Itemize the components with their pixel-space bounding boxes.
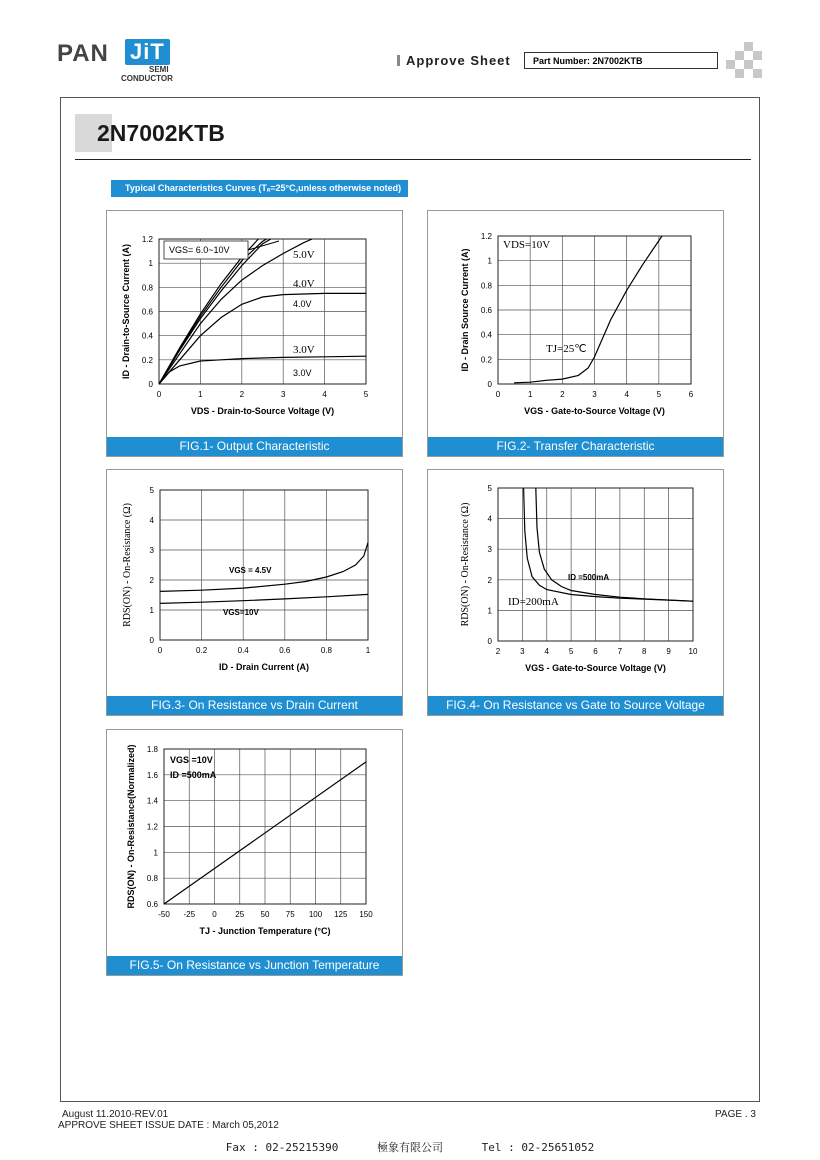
fig2-chart [428,211,725,439]
y-tick-label: 1.4 [146,796,158,806]
y-tick-label: 0.4 [480,330,492,340]
x-axis-label: VGS - Gate-to-Source Voltage (V) [524,406,665,416]
y-tick-label: 0.6 [480,306,492,315]
y-tick-label: 2 [487,575,492,585]
fig4-caption: FIG.4- On Resistance vs Gate to Source Voltage [428,696,723,715]
part-number-box: Part Number: 2N7002KTB [524,52,718,69]
x-tick-label: 4 [322,390,327,399]
y-tick-label: 0.2 [480,355,492,365]
x-tick-label: 5 [568,647,574,656]
y-tick-label: 0.8 [141,283,153,293]
x-axis-label: VDS - Drain-to-Source Voltage (V) [190,406,335,416]
x-axis-label: VGS - Gate-to-Source Voltage (V) [525,663,666,673]
annotation-label: ID =500mA [170,770,217,780]
x-tick-label: 0 [156,390,162,399]
y-tick-label: 3 [149,546,154,555]
annotation-label: 3.0V [293,368,312,378]
logo-jit: JiT [125,39,170,65]
annotation-label: 5.0V [293,249,315,261]
x-tick-label: 0 [157,646,163,655]
y-tick-label: 5 [149,486,154,495]
typical-curves-caption: Typical Characteristics Curves (Tₐ=25°C,unless otherwise noted) [111,180,408,197]
checker-decoration [726,42,762,78]
x-tick-label: 75 [285,910,295,919]
x-tick-label: 0.8 [320,646,332,655]
fig1-chart [107,211,404,439]
approve-sheet-text: Approve Sheet [406,53,511,68]
y-axis-label: RDS(ON) - On-Resistance(Normalized) [126,744,136,909]
annotation-label: 4.0V [293,278,315,290]
footer-company: 極象有限公司 [377,1141,443,1154]
y-tick-label: 0.2 [141,355,153,365]
x-tick-label: 2 [495,647,501,656]
x-tick-label: 1 [527,390,533,399]
y-tick-label: 1.2 [141,235,153,244]
plot-frame [160,490,368,640]
logo-conductor: CONDUCTOR [121,74,173,83]
y-axis-label: ID - Drain Source Current (A) [460,248,470,372]
fig5-on-resistance-vs-temperature [106,729,403,976]
annotation-label: VGS =10V [170,755,213,765]
fig5-caption: FIG.5- On Resistance vs Junction Temperature [107,956,402,975]
x-tick-label: 2 [560,390,565,399]
x-tick-label: -25 [183,910,196,919]
x-tick-label: 6 [593,647,598,656]
x-tick-label: 150 [359,910,373,919]
page-title: 2N7002KTB [97,120,225,146]
y-tick-label: 0.4 [141,331,153,341]
y-tick-label: 0 [148,380,153,389]
fig1-caption: FIG.1- Output Characteristic [107,437,402,456]
annotation-label: 3.0V [293,344,315,356]
x-tick-label: 125 [334,910,348,919]
footer-revision: August 11.2010-REV.01 [62,1109,169,1120]
annotation-label: VDS=10V [503,239,551,251]
fig1-output-characteristic [106,210,403,457]
y-axis-label: ID - Drain-to-Source Current (A) [121,244,131,379]
y-tick-label: 0.6 [146,900,158,909]
footer-issue-date: APPROVE SHEET ISSUE DATE : March 05,2012 [58,1120,279,1131]
approve-bar [397,55,400,66]
annotation-label: ID =500mA [568,573,610,582]
y-tick-label: 1 [487,256,492,266]
x-tick-label: 4 [624,390,629,399]
x-tick-label: 10 [688,647,698,656]
y-tick-label: 0 [487,380,492,389]
x-tick-label: 100 [308,910,323,919]
series-line-0 [524,488,693,601]
y-tick-label: 2 [149,576,154,585]
y-tick-label: 1.2 [146,822,158,832]
x-tick-label: 1 [198,390,203,399]
fig3-caption: FIG.3- On Resistance vs Drain Current [107,696,402,715]
annotation-label: 4.0V [293,299,312,309]
series-line-1 [160,594,368,603]
title-divider [75,159,751,160]
annotation-label: TJ=25℃ [546,343,587,355]
fig2-caption: FIG.2- Transfer Characteristic [428,437,723,456]
fig2-transfer-characteristic [427,210,724,457]
footer-tel: Tel : 02-25651052 [481,1141,595,1154]
x-tick-label: 4 [544,647,549,656]
y-tick-label: 1 [148,259,153,269]
y-axis-label: RDS(ON) - On-Resistance (Ω) [122,503,133,627]
x-tick-label: 3 [592,390,597,399]
y-tick-label: 4 [149,516,154,525]
logo-semi: SEMI [149,65,169,74]
fig5-chart [107,730,404,958]
x-tick-label: 8 [642,647,647,656]
x-tick-label: 0.2 [196,646,208,655]
footer-fax: Fax : 02-25215390 [225,1141,339,1154]
annotation-label: VGS = 4.5V [229,566,272,575]
y-tick-label: 0 [149,636,154,645]
fig4-on-resistance-vs-vgs [427,469,724,716]
x-tick-label: -50 [158,910,170,919]
y-tick-label: 5 [487,484,492,493]
fig3-on-resistance-vs-drain-current [106,469,403,716]
y-tick-label: 1.8 [146,745,158,754]
y-tick-label: 0.6 [141,307,153,317]
x-tick-label: 5 [656,390,662,399]
company-logo [57,38,187,88]
fig3-chart [107,470,404,698]
logo-pan: PAN [57,40,109,67]
annotation-label: VGS=10V [223,608,259,617]
x-tick-label: 9 [666,647,671,656]
y-tick-label: 4 [487,514,492,524]
x-tick-label: 25 [235,910,245,919]
annotation-label: ID=200mA [508,596,559,608]
x-axis-label: TJ - Junction Temperature (°C) [199,926,331,936]
y-tick-label: 1 [487,606,492,616]
series-line-0 [514,236,662,383]
x-tick-label: 0.4 [237,646,249,655]
x-tick-label: 0 [495,390,501,399]
x-tick-label: 2 [239,390,245,399]
x-tick-label: 3 [280,390,286,399]
y-tick-label: 3 [487,545,492,555]
x-tick-label: 1 [365,646,371,655]
annotation-label: VGS= 6.0~10V [169,245,230,255]
y-tick-label: 1 [149,606,154,615]
x-tick-label: 50 [260,910,270,919]
y-tick-label: 0 [487,637,492,646]
footer-contact [0,1139,820,1155]
series-line-5 [159,356,366,384]
x-tick-label: 7 [617,647,623,656]
y-tick-label: 0.8 [480,281,492,291]
y-axis-label: RDS(ON) - On-Resistance (Ω) [460,502,471,627]
x-tick-label: 0 [212,910,217,919]
approve-sheet-label [397,53,511,68]
x-tick-label: 3 [520,647,525,656]
x-tick-label: 5 [363,390,369,399]
x-axis-label: ID - Drain Current (A) [219,662,309,672]
footer-page: PAGE . 3 [715,1109,756,1120]
x-tick-label: 0.6 [279,646,291,655]
series-line-1 [536,488,693,601]
y-tick-label: 0.8 [146,874,158,884]
x-tick-label: 6 [688,390,694,399]
y-tick-label: 1.6 [146,770,158,780]
y-tick-label: 1 [153,848,158,858]
y-tick-label: 1.2 [480,232,492,241]
fig4-chart [428,470,725,698]
